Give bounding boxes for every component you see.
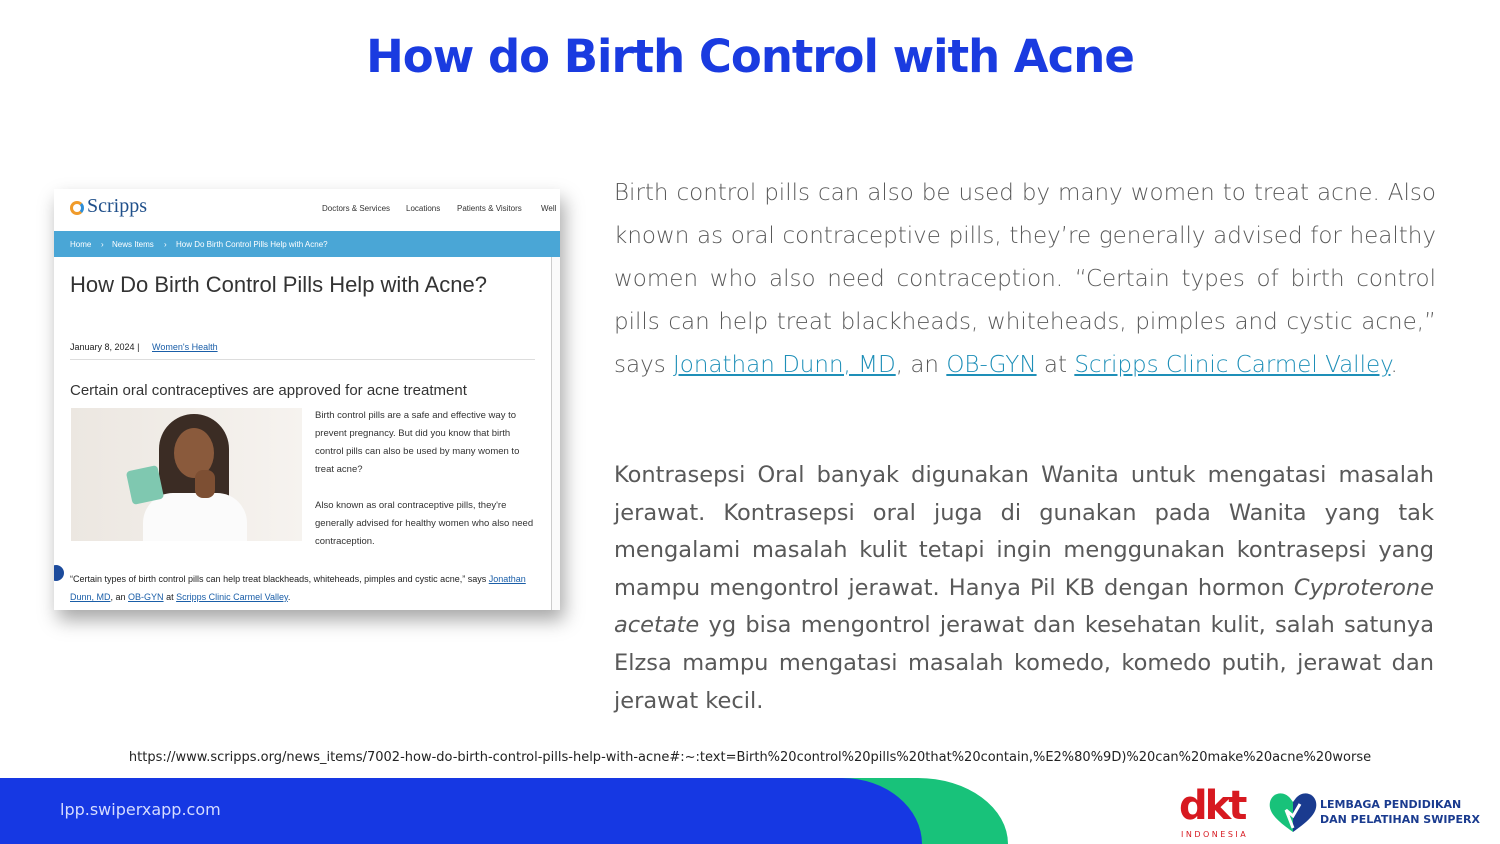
- clinic-link[interactable]: Scripps Clinic Carmel Valley: [176, 592, 288, 602]
- breadcrumb: [54, 231, 560, 257]
- pill-pack-icon: [126, 465, 164, 505]
- lpp-heart-logo-icon: [1268, 790, 1318, 834]
- chevron-right-icon: ›: [101, 240, 104, 249]
- woman-photo: [71, 408, 302, 541]
- chevron-right-icon: ›: [164, 240, 167, 249]
- article-category-link[interactable]: Women's Health: [152, 342, 218, 352]
- divider: [70, 359, 535, 360]
- indonesian-paragraph: Kontrasepsi Oral banyak digunakan Wanita untuk mengatasi masalah jerawat. Kontrasepsi oral juga di gunakan pada Wanita yang tak mengalami masalah kulit tetapi ingin menggunakan kontrasepsi yang mampu mengontrol jerawat. Hanya Pil KB dengan hormon Cyproterone acetate yg bisa mengontrol jerawat dan kesehatan kulit, salah satunya Elzsa mampu mengatasi masalah komedo, komedo putih, jerawat dan jerawat kecil.: [614, 462, 1435, 714]
- site-header: [54, 189, 560, 231]
- scrollbar[interactable]: [551, 257, 560, 610]
- lpp-logo-text: LEMBAGA PENDIDIKAN DAN PELATIHAN SWIPERX: [1320, 798, 1480, 826]
- source-url: https://www.scripps.org/news_items/7002-how-do-birth-control-pills-help-with-acne#:~:text=Birth%20control%20pills%20that%20contain,%E2%80%9D)%20can%20make%20acne%20worse: [128, 750, 1372, 765]
- article-title: How Do Birth Control Pills Help with Acne?: [70, 272, 487, 297]
- breadcrumb-home[interactable]: Home: [70, 240, 92, 249]
- nav-item-well[interactable]: Well: [541, 204, 557, 213]
- article-date: January 8, 2024 |: [70, 342, 140, 352]
- article-heading: Certain oral contraceptives are approved for acne treatment: [70, 382, 467, 399]
- obgyn-link[interactable]: OB-GYN: [128, 592, 164, 602]
- doctor-link[interactable]: Jonathan Dunn, MD: [70, 574, 526, 602]
- hormon-name: Cyproterone acetate: [614, 574, 1434, 639]
- article-quote: “Certain types of birth control pills can help treat blackheads, whiteheads, pimples and cystic acne,” says Jonathan Dunn, MD, an OB-GYN at Scripps Clinic Carmel Valley.: [70, 574, 526, 602]
- nav-item-patients[interactable]: Patients & Visitors: [457, 204, 522, 213]
- quote-icon: [54, 563, 66, 583]
- article-paragraph-2: Also known as oral contraceptive pills, they're generally advised for healthy women who also need contraception.: [315, 500, 534, 547]
- article-screenshot: [54, 189, 560, 610]
- scripps-clinic-link[interactable]: Scripps Clinic Carmel Valley: [1074, 352, 1391, 378]
- obgyn-link[interactable]: OB-GYN: [946, 352, 1037, 378]
- breadcrumb-news[interactable]: News Items: [112, 240, 154, 249]
- english-paragraph: Birth control pills can also be used by many women to treat acne. Also known as oral contraceptive pills, they’re generally advised for healthy women who also need contraception. “Certain types of birth control pills can help treat blackheads, whiteheads, pimples and cystic acne,” says Jonathan Dunn, MD, an OB-GYN at Scripps Clinic Carmel Valley.: [614, 180, 1436, 378]
- breadcrumb-current: How Do Birth Control Pills Help with Acne?: [176, 240, 328, 249]
- nav-item-doctors[interactable]: Doctors & Services: [322, 204, 391, 213]
- nav-item-locations[interactable]: Locations: [406, 204, 441, 213]
- site-logo: Scripps: [87, 195, 147, 217]
- slide-title: How do Birth Control with Acne: [366, 30, 1134, 83]
- article-paragraph-1: Birth control pills are a safe and effective way to prevent pregnancy. But did you know that birth control pills can also be used by many women to treat acne?: [315, 410, 520, 475]
- dkt-logo: dkt INDONESIA: [1179, 783, 1249, 839]
- scripps-logo-icon: [70, 201, 84, 215]
- jonathan-dunn-link[interactable]: Jonathan Dunn, MD: [672, 352, 896, 378]
- footer-website: lpp.swiperxapp.com: [60, 800, 221, 819]
